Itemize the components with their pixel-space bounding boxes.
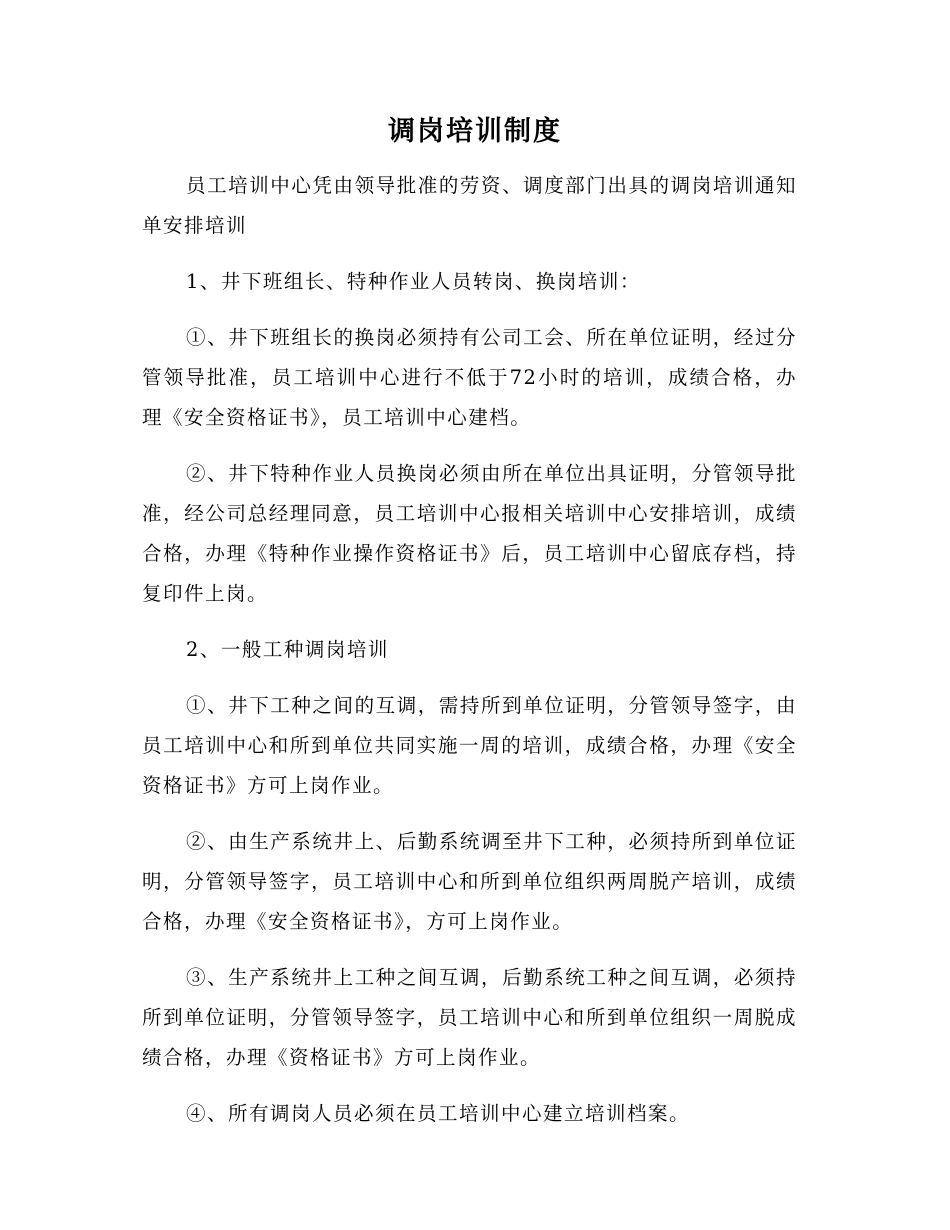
paragraph-2-2: ②、由生产系统井上、后勤系统调至井下工种，必须持所到单位证明，分管领导签字，员工培训中心和所到单位组织两周脱产培训，成绩合格，办理《安全资格证书》，方可上岗作业。 bbox=[142, 830, 797, 933]
paragraph-2-3: ③、生产系统井上工种之间互调，后勤系统工种之间互调，必须持所到单位证明，分管领导签字，员工培训中心和所到单位组织一周脱成绩合格，办理《资格证书》方可上岗作业。 bbox=[142, 966, 797, 1069]
document-body bbox=[142, 166, 797, 1150]
section-heading-1: 1、井下班组长、特种作业人员转岗、换岗培训： bbox=[186, 270, 641, 293]
paragraph-2-1: ①、井下工种之间的互调，需持所到单位证明，分管领导签字，由员工培训中心和所到单位共同实施一周的培训，成绩合格，办理《安全资格证书》方可上岗作业。 bbox=[142, 694, 797, 797]
paragraph-1-2: ②、井下特种作业人员换岗必须由所在单位出具证明，分管领导批准，经公司总经理同意，员工培训中心报相关培训中心安排培训，成绩合格，办理《特种作业操作资格证书》后，员工培训中心留底存档，持复印件上岗。 bbox=[142, 462, 797, 605]
paragraph-2-4: ④、所有调岗人员必须在员工培训中心建立培训档案。 bbox=[186, 1102, 691, 1125]
paragraph-intro: 员工培训中心凭由领导批准的劳资、调度部门出具的调岗培训通知单安排培训 bbox=[142, 174, 797, 237]
paragraph-1-1: ①、井下班组长的换岗必须持有公司工会、所在单位证明，经过分管领导批准，员工培训中心进行不低于72小时的培训，成绩合格，办理《安全资格证书》，员工培训中心建档。 bbox=[142, 326, 797, 429]
section-heading-2: 2、一般工种调岗培训 bbox=[186, 638, 389, 661]
document-title: 调岗培训制度 bbox=[388, 116, 562, 147]
